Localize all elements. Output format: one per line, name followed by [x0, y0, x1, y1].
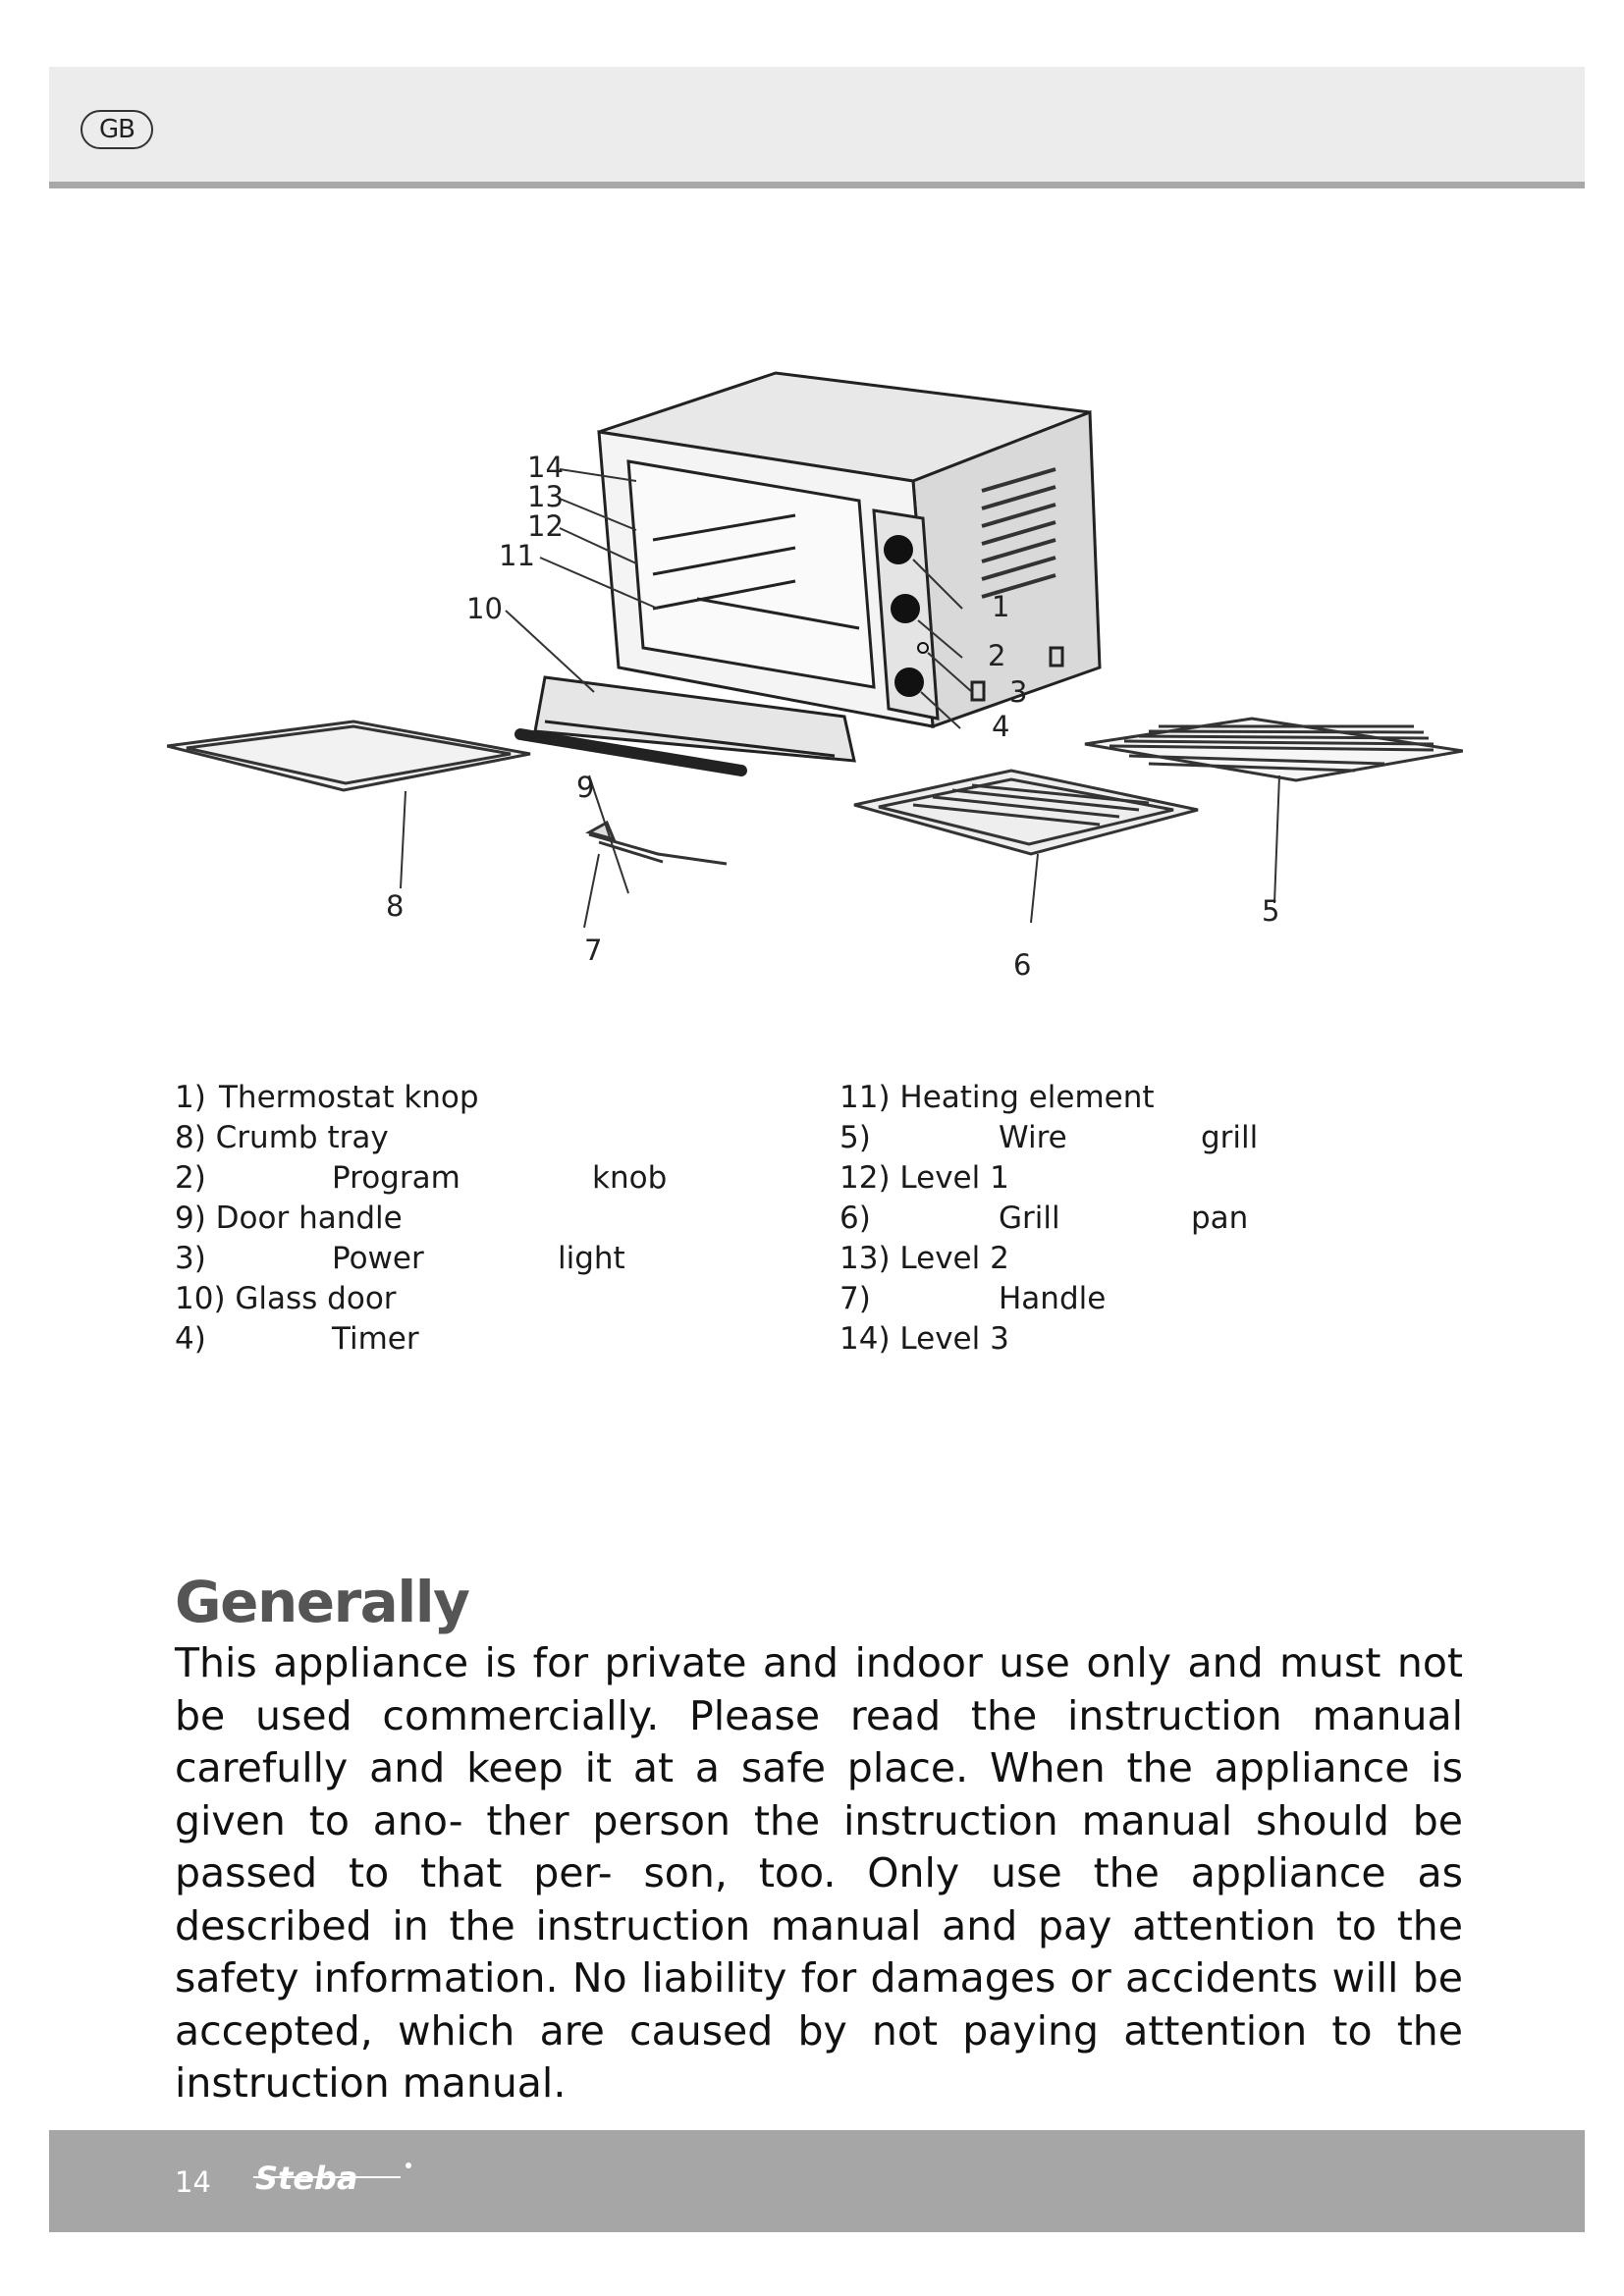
legend-row: [839, 1078, 1448, 1118]
legend-label: Power: [332, 1241, 424, 1276]
oven-body: [520, 373, 1100, 771]
callout-3: 3: [1009, 675, 1028, 709]
oven-parts-diagram: [167, 353, 1463, 1001]
legend-row: [175, 1279, 784, 1319]
legend-number: 7): [839, 1281, 871, 1316]
legend-label: 9) Door handle: [175, 1201, 403, 1236]
callout-4: 4: [992, 710, 1010, 743]
callout-5: 5: [1262, 894, 1280, 928]
legend-label: Grill: [999, 1201, 1060, 1236]
legend-row: [839, 1158, 1448, 1199]
callout-2: 2: [988, 639, 1006, 672]
legend-number: 6): [839, 1201, 871, 1236]
legend-label-end: light: [558, 1241, 625, 1276]
legend-row: [839, 1319, 1448, 1360]
legend-row: [839, 1279, 1448, 1319]
callout-14: 14: [527, 451, 564, 484]
legend-label: 10) Glass door: [175, 1281, 397, 1316]
legend-label: Timer: [332, 1321, 419, 1357]
legend-label: 11) Heating element: [839, 1080, 1155, 1115]
legend-label: Wire: [999, 1120, 1067, 1155]
legend-row: [839, 1239, 1448, 1279]
crumb-tray: [167, 721, 530, 790]
legend-row: [175, 1158, 784, 1199]
language-badge: GB: [81, 110, 153, 149]
callout-7: 7: [584, 934, 603, 967]
legend-label: Program: [332, 1160, 460, 1196]
handle-tool: [589, 823, 727, 864]
parts-legend-right: [839, 1078, 1448, 1360]
legend-number: 3): [175, 1241, 206, 1276]
legend-row: [175, 1319, 784, 1360]
oven-illustration: [167, 353, 1463, 1001]
legend-number: 1): [175, 1080, 206, 1115]
callout-10: 10: [466, 592, 503, 625]
grill-pan: [854, 771, 1198, 854]
callout-9: 9: [576, 771, 595, 804]
legend-row: [839, 1118, 1448, 1158]
footer-bar: [49, 2130, 1585, 2232]
parts-legend-left: [175, 1078, 784, 1360]
callout-6: 6: [1013, 948, 1032, 982]
section-body: This appliance is for private and indoor use only and must not be used commercially. Please read the instruction manual carefully and keep it at a safe place. When the appliance is given to ano- ther person the instruction manual should be passed to that per- son, too. Only use the appliance as described in the instruction manual and pay attention to the safety information. No liability for damages or accidents will be accepted, which are caused by not paying attention to the instruction manual.: [175, 1639, 1463, 2107]
legend-label: 14) Level 3: [839, 1321, 1009, 1357]
wire-grill: [1085, 719, 1463, 780]
legend-row: [175, 1239, 784, 1279]
legend-row: [839, 1199, 1448, 1239]
legend-row: [175, 1118, 784, 1158]
legend-label-end: knob: [592, 1160, 668, 1196]
legend-label: Thermostat knop: [219, 1080, 479, 1115]
legend-label: 13) Level 2: [839, 1241, 1009, 1276]
legend-row: [175, 1199, 784, 1239]
header-bar: [49, 67, 1585, 188]
steba-logo-text: Steba: [255, 2160, 358, 2197]
legend-number: 4): [175, 1321, 206, 1357]
callout-11: 11: [499, 539, 535, 572]
callout-1: 1: [992, 590, 1010, 623]
callout-8: 8: [386, 889, 405, 923]
section-title: Generally: [175, 1569, 469, 1635]
page-number: 14: [175, 2165, 211, 2199]
legend-label-end: grill: [1201, 1120, 1259, 1155]
callout-12: 12: [527, 509, 564, 543]
legend-row: [175, 1078, 784, 1118]
legend-number: 5): [839, 1120, 871, 1155]
legend-label: 12) Level 1: [839, 1160, 1009, 1196]
steba-logo: [253, 2158, 420, 2201]
legend-number: 2): [175, 1160, 206, 1196]
legend-label: Handle: [999, 1281, 1107, 1316]
callout-13: 13: [527, 480, 564, 513]
legend-label: 8) Crumb tray: [175, 1120, 389, 1155]
legend-label-end: pan: [1191, 1201, 1249, 1236]
